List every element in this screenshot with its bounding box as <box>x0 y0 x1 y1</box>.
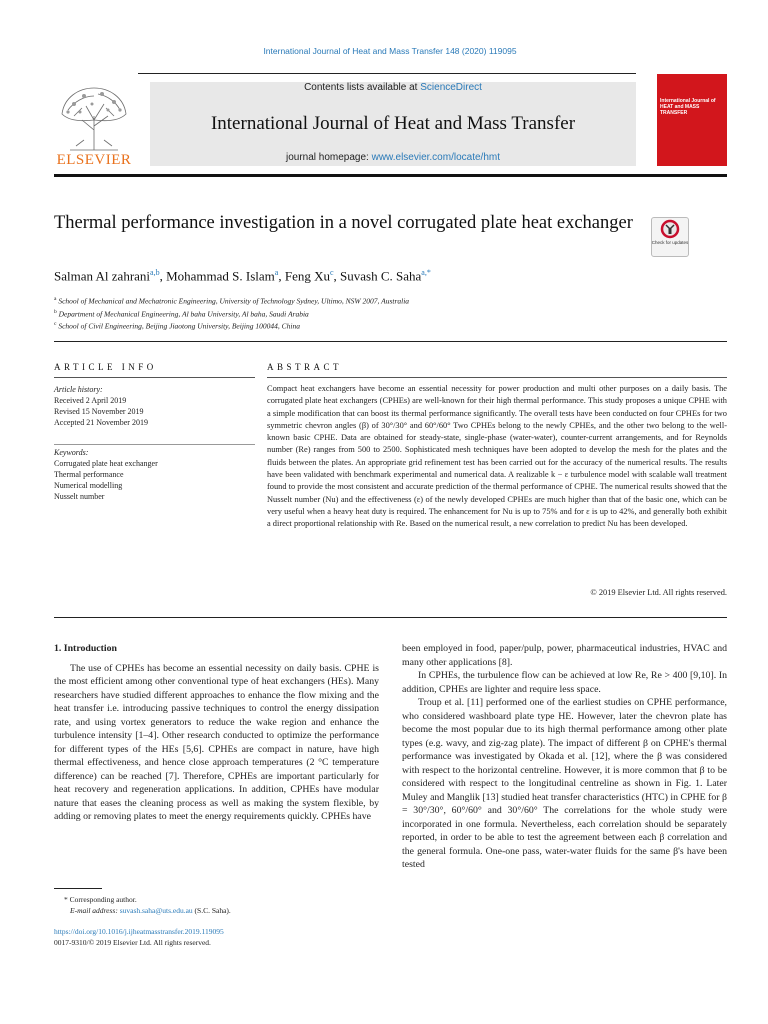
contents-prefix: Contents lists available at <box>304 82 421 93</box>
section-rule <box>54 341 727 342</box>
corresponding-author-note: * Corresponding author. <box>64 895 137 904</box>
author-affiliation-mark[interactable]: c <box>329 268 334 277</box>
crossmark-label: Check for updates <box>651 240 689 245</box>
article-info-divider <box>54 444 255 445</box>
history-received: Received 2 April 2019 <box>54 396 127 405</box>
author-list: Salman Al zahrani$^{a,b}$, Mohammad S. Islam$^a$, Feng Xu$^c$, Suvash C. Saha$^{a,*}$ <box>54 268 431 284</box>
section-heading: 1. Introduction <box>54 643 117 654</box>
footnote-rule <box>54 888 102 889</box>
doi-block <box>54 926 374 948</box>
abstract-heading: ABSTRACT <box>267 362 343 372</box>
article-info-rule <box>54 377 255 378</box>
header-thick-rule <box>54 174 727 177</box>
journal-cover-image[interactable] <box>657 74 727 166</box>
journal-homepage <box>150 152 636 163</box>
affiliations <box>54 294 714 332</box>
body-paragraph: In CPHEs, the turbulence flow can be achieved at low Re, Re > 400 [9,10]. In addition, CPHEs are lighter and require less space. <box>402 670 727 695</box>
journal-citation[interactable]: International Journal of Heat and Mass Transfer 148 (2020) 119095 <box>263 46 517 56</box>
keywords-label: Keywords: <box>54 448 89 457</box>
sciencedirect-link[interactable]: ScienceDirect <box>420 82 482 93</box>
crossmark-badge[interactable] <box>651 217 689 257</box>
issn-line: 0017-9310/© 2019 Elsevier Ltd. All rights reserved. <box>54 938 211 947</box>
homepage-prefix: journal homepage: <box>285 152 372 163</box>
body-column-left <box>54 642 379 824</box>
body-paragraph: been employed in food, paper/pulp, power, pharmaceutical industries, HVAC and many other applications [8]. <box>402 643 727 668</box>
author-name[interactable]: Suvash C. Saha <box>340 268 422 284</box>
journal-name: International Journal of Heat and Mass Transfer <box>210 113 576 134</box>
history-accepted: Accepted 21 November 2019 <box>54 418 148 427</box>
affiliation-item: $^b$ Department of Mechanical Engineering, Al baha University, Al baha, Saudi Arabia <box>54 308 309 318</box>
author-name[interactable]: Mohammad S. Islam <box>166 268 275 284</box>
cover-title: International Journal of HEAT and MASS TRANSFER <box>660 98 716 116</box>
crossmark-icon <box>652 218 688 240</box>
affiliation-item: $^a$ School of Mechanical and Mechatronic Engineering, University of Technology Sydney, Ultimo, NSW 2007, Australia <box>54 296 410 306</box>
author-affiliation-mark[interactable]: a <box>274 268 279 277</box>
homepage-link[interactable]: www.elsevier.com/locate/hmt <box>371 152 500 163</box>
history-label: Article history: <box>54 385 103 394</box>
abstract-text: Compact heat exchangers have become an essential necessity for power production and multi other purposes on a daily basis. The corrugated plate heat exchangers (CPHEs) are well-known for their high thermal performance. This study proposes a unique CPHE with a simple modification that can boost its thermal performance significantly. The overall tests have been conducted on four CPHEs for two symmetric chevron angles (β) of 30°/30° and 60°/60° Two CPHEs belong to the newly CPHEs, and the other two belong to the well-known basic CPHE. Data are obtained for steady-state, single-phase (water-water), counter-current arrangements, and for Reynolds number (Re) ranges from 500 to 2500. Sophisticated mesh techniques have been adopted to develop the mesh for the plates and the fluids between the plates. An appropriate grid refinement test has been carried out for the accuracy of the numerical results. The results have been validated with benchmark experimental and numerical data. A realizable k − ε turbulence model with scalable wall treatment found to provide the most consistent and accurate prediction of the thermal performance of CPHE. The numerical results showed that the Nusselt number (Nu) and the effectiveness (ε) of the newly developed CPHEs are much higher than that of the basic one, which can be very useful when a heavy heat duty is required. The enhancement for Nu is up to 75% and for ε is up to 42%, and generally both exhibit a direct proportional relationship with Re. Based on the numerical result, a new correlation to predict Nu has been developed. <box>267 384 727 529</box>
footnote <box>54 894 374 916</box>
abstract-copyright: © 2019 Elsevier Ltd. All rights reserved. <box>590 588 727 597</box>
body-paragraph: Troup et al. [11] performed one of the earliest studies on CPHE performance, who considered washboard plate type HE. However, later the chevron plate has become the most popular due to its high thermal performance among other plate types (e.g. wavy, and zig-zag plate). The impact of different β on CPHE's thermal performance was investigated by Okada et al. [12], where the β was considered with respect to the horizontal centreline. However, it is more common that β to be considered with respect to the longitudinal centreline as shown in Fig. 1. Later Muley and Manglik [13] studied heat transfer characteristics (HTC) in CPHE for β = 30°/30°, 60°/60° and 30°/60° The correlations for the whole study were incorporated in one formula. Nevertheless, each correlation should be separately reported, in order to be able to test the agreement between each β correlation and the general formula. One-one pass, water-water fluids for the same β's have been tested <box>402 697 727 870</box>
author-name[interactable]: Salman Al zahrani <box>54 268 151 284</box>
article-title: Thermal performance investigation in a novel corrugated plate heat exchanger <box>54 213 633 233</box>
abstract-end-rule <box>54 617 727 618</box>
keyword-item: Thermal performance <box>54 470 124 479</box>
abstract-rule <box>267 377 727 378</box>
author-affiliation-mark[interactable]: a,* <box>421 268 431 277</box>
keywords <box>54 447 254 502</box>
article-info-heading: ARTICLE INFO <box>54 362 157 372</box>
publisher-wordmark: ELSEVIER <box>56 152 132 168</box>
author-name[interactable]: Feng Xu <box>284 268 330 284</box>
author-affiliation-mark[interactable]: a,b <box>150 268 160 277</box>
email-link[interactable]: suvash.saha@uts.edu.au <box>119 906 193 915</box>
keyword-item: Nusselt number <box>54 492 105 501</box>
contents-availability <box>150 82 636 93</box>
keyword-item: Corrugated plate heat exchanger <box>54 459 158 468</box>
body-paragraph: The use of CPHEs has become an essential necessity on daily basis. CPHE is the most efficient among other conventional type of heat exchangers (HEs). Many researchers have studied different approaches to enhance the flow mixing and the heat transfer i.e. introducing passive techniques to control the energy dissipation rate, and using vortex generators to reduce the wake region and enhance the turbulence intensity [1–4]. Other research conducted to optimize the performance for different types of the HEs [5,6]. CPHEs are compact in nature, have high thermal effectiveness, and hence close approach temperatures (2 °C temperature difference) can be reached [7]. Therefore, CPHEs are important particularly for heat recovery and regeneration applications. In addition, CPHEs have modular nature that eases the cleaning process as well as making the system flexible, by adding or removing plates to meet the energy requirements quickly. CPHEs have <box>54 662 379 822</box>
affiliation-item: $^c$ School of Civil Engineering, Beijing Jiaotong University, Beijing 100044, China <box>54 321 300 331</box>
doi-link[interactable]: https://doi.org/10.1016/j.ijheatmasstransfer.2019.119095 <box>54 927 224 936</box>
email-note: E-mail address: suvash.saha@uts.edu.au (S.C. Saha). <box>70 906 231 915</box>
email-label: E-mail address: <box>70 906 118 915</box>
header-top-rule <box>138 73 636 74</box>
history-revised: Revised 15 November 2019 <box>54 407 144 416</box>
body-column-right <box>402 642 727 872</box>
article-history <box>54 384 254 428</box>
keyword-item: Numerical modelling <box>54 481 123 490</box>
